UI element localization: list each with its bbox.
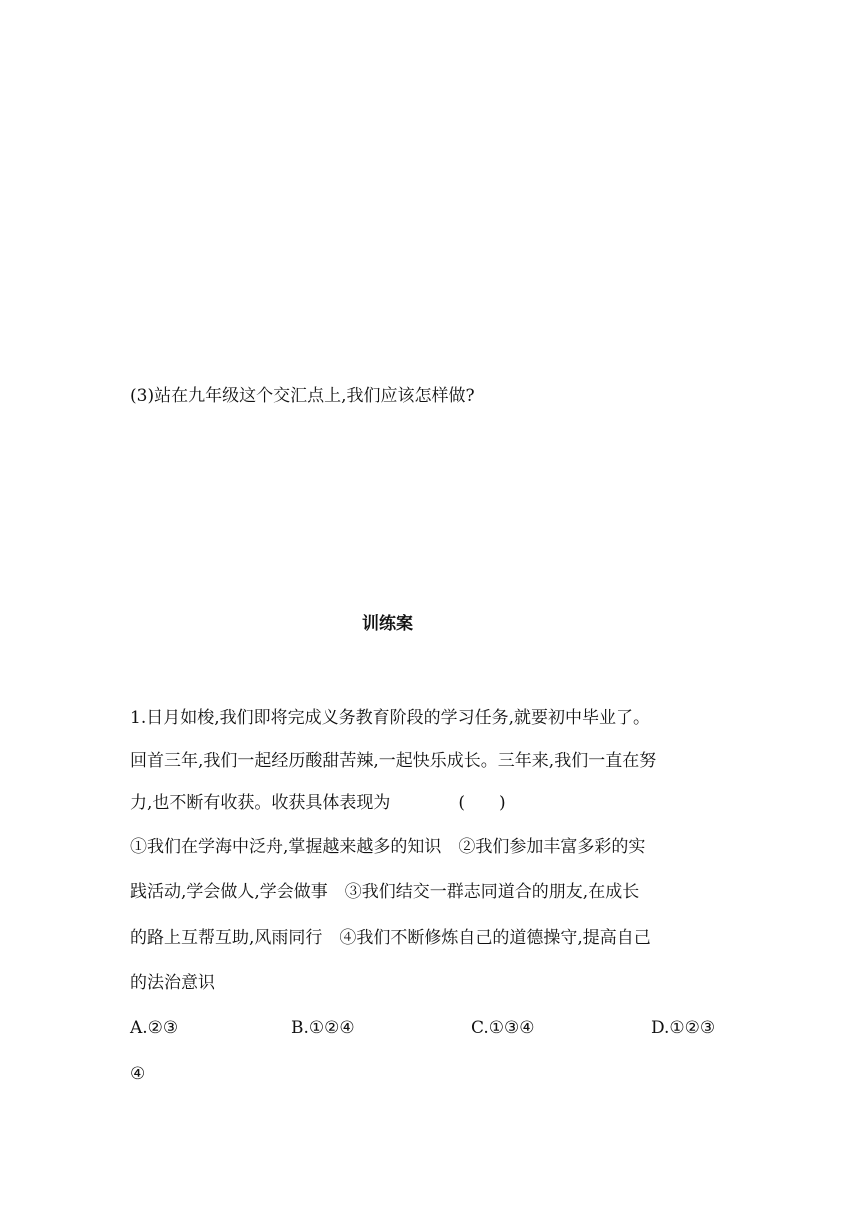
option-a: A.②③ [130,1018,179,1038]
section-title: 训练案 [362,614,413,634]
question-1-line-3: 力,也不断有收获。收获具体表现为 ( ) [130,793,506,813]
question-1-line-2: 回首三年,我们一起经历酸甜苦辣,一起快乐成长。三年来,我们一直在努 [130,751,657,771]
question-1-line-5: 践活动,学会做人,学会做事 ③我们结交一群志同道合的朋友,在成长 [130,882,640,902]
option-c: C.①③④ [471,1018,535,1038]
option-d: D.①②③ [651,1018,716,1038]
question-1-line-1: 1.日月如梭,我们即将完成义务教育阶段的学习任务,就要初中毕业了。 [130,708,651,728]
question-3: (3)站在九年级这个交汇点上,我们应该怎样做? [130,386,475,406]
option-b: B.①②④ [291,1018,355,1038]
option-d-continued: ④ [130,1064,146,1084]
question-1-line-4: ①我们在学海中泛舟,掌握越来越多的知识 ②我们参加丰富多彩的实 [130,837,646,857]
question-1-line-7: 的法治意识 [130,973,215,993]
question-1-line-6: 的路上互帮互助,风雨同行 ④我们不断修炼自己的道德操守,提高自己 [130,928,651,948]
